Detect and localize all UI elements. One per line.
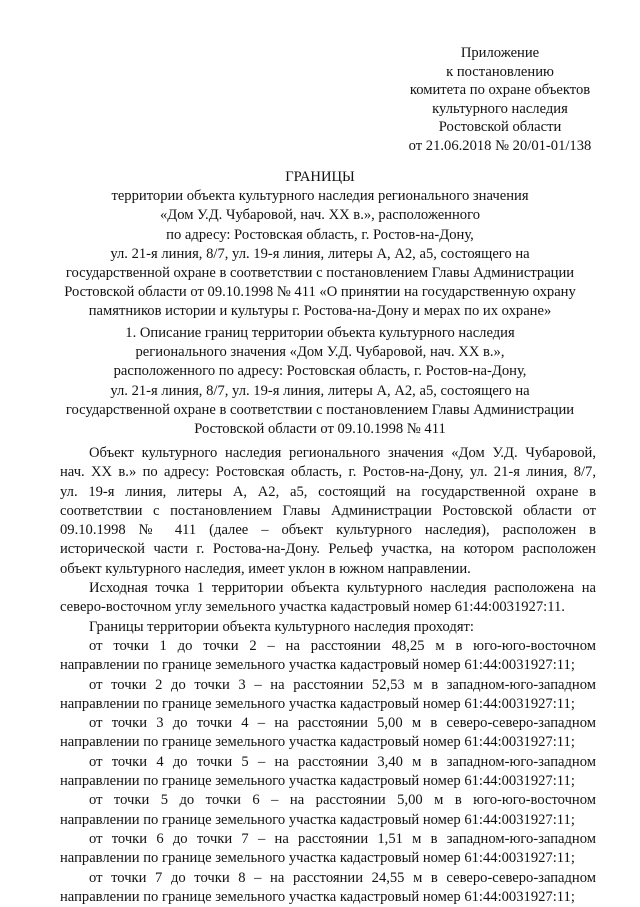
annex-header <box>395 44 605 156</box>
body-line: направлении по границе земельного участка кадастровый номер 61:44:0031927:11; <box>60 773 575 790</box>
body-line: Границы территории объекта культурного наследия проходят: <box>89 618 474 635</box>
body-line: исторической части г. Ростова-на-Дону. Рельеф участка, на котором расположен <box>60 541 596 558</box>
annex-line: культурного наследия <box>432 100 568 117</box>
section-line: регионального значения «Дом У.Д. Чубаровой, нач. XX в.», <box>135 344 505 361</box>
body-line: от точки 3 до точки 4 – на расстоянии 5,00 м в северо-северо-западном <box>89 715 596 732</box>
body-line: от точки 7 до точки 8 – на расстоянии 24,55 м в северо-северо-западном <box>89 869 596 886</box>
annex-line: к постановлению <box>446 63 554 80</box>
body-line: от точки 5 до точки 6 – на расстоянии 5,00 м в юго-юго-восточном <box>89 792 596 809</box>
section-line: расположенного по адресу: Ростовская область, г. Ростов-на-Дону, <box>113 363 527 380</box>
body-line: направлении по границе земельного участка кадастровый номер 61:44:0031927:11; <box>60 657 575 674</box>
body-line: от точки 2 до точки 3 – на расстоянии 52,53 м в западном-юго-западном <box>89 676 596 693</box>
body-line: северо-восточном углу земельного участка кадастровый номер 61:44:0031927:11. <box>60 599 565 616</box>
body-line: соответствии с постановлением Главы Администрации Ростовской области от <box>60 502 596 519</box>
body-line: от точки 1 до точки 2 – на расстоянии 48,25 м в юго-юго-восточном <box>89 637 596 654</box>
body-line: Исходная точка 1 территории объекта культурного наследия расположена на <box>89 580 596 597</box>
annex-line: от 21.06.2018 № 20/01-01/138 <box>408 137 592 154</box>
title-line: государственной охране в соответствии с постановлением Главы Администрации <box>65 265 575 282</box>
annex-line: Приложение <box>460 45 540 61</box>
body-line: 09.10.1998 № 411 (далее – объект культурного наследия), расположен в <box>60 522 596 539</box>
annex-line: комитета по охране объектов <box>409 82 591 99</box>
section-line: Ростовской области от 09.10.1998 № 411 <box>194 421 446 438</box>
body-line: Объект культурного наследия регионального значения «Дом У.Д. Чубаровой, <box>89 445 596 461</box>
body-line: от точки 4 до точки 5 – на расстоянии 3,40 м в западном-юго-западном <box>89 753 596 770</box>
body-text <box>60 444 596 907</box>
title-heading: ГРАНИЦЫ <box>285 169 355 185</box>
title-line: территории объекта культурного наследия регионального значения <box>111 188 529 205</box>
body-line: направлении по границе земельного участка кадастровый номер 61:44:0031927:11; <box>60 734 575 751</box>
body-line: направлении по границе земельного участка кадастровый номер 61:44:0031927:11; <box>60 850 575 867</box>
title-line: ул. 21-я линия, 8/7, ул. 19-я линия, литеры А, А2, а5, состоящего на <box>110 245 530 262</box>
section-heading <box>30 324 610 439</box>
title-line: «Дом У.Д. Чубаровой, нач. XX в.», расположенного <box>159 207 481 224</box>
section-line: ул. 21-я линия, 8/7, ул. 19-я линия, литеры А, А2, а5, состоящего на <box>110 382 530 399</box>
annex-line: Ростовской области <box>438 119 562 136</box>
body-line: от точки 6 до точки 7 – на расстоянии 1,51 м в западном-юго-западном <box>89 830 596 847</box>
document-title <box>40 168 600 322</box>
section-line: государственной охране в соответствии с постановлением Главы Администрации <box>65 401 575 418</box>
body-line: направлении по границе земельного участка кадастровый номер 61:44:0031927:11; <box>60 695 575 712</box>
body-line: объект культурного наследия, имеет уклон в южном направлении. <box>60 560 471 577</box>
body-line: направлении по границе земельного участка кадастровый номер 61:44:0031927:11; <box>60 888 575 905</box>
body-line: нач. XX в.» по адресу: Ростовская область, г. Ростов-на-Дону, ул. 21-я линия, 8/7, <box>60 464 596 481</box>
title-line: памятников истории и культуры г. Ростова-на-Дону и мерах по их охране» <box>88 303 552 320</box>
title-line: по адресу: Ростовская область, г. Ростов-на-Дону, <box>166 226 474 243</box>
body-line: ул. 19-я линия, литеры А, А2, а5, состоящий на государственной охране в <box>60 483 596 500</box>
section-line: 1. Описание границ территории объекта культурного наследия <box>125 325 515 341</box>
title-line: Ростовской области от 09.10.1998 № 411 «О принятии на государственную охрану <box>64 284 576 301</box>
body-line: направлении по границе земельного участка кадастровый номер 61:44:0031927:11; <box>60 811 575 828</box>
